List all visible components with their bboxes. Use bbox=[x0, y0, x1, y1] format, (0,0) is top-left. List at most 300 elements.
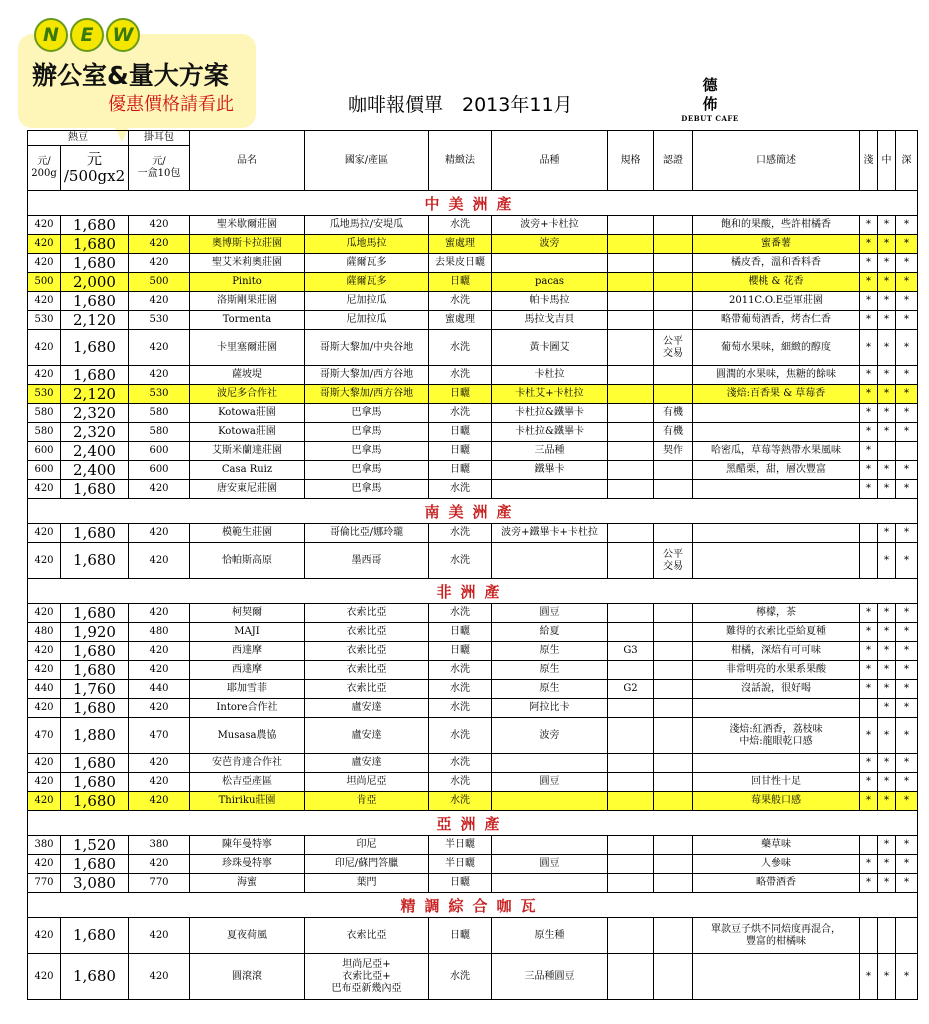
table-row bbox=[28, 754, 918, 773]
cell-dark: * bbox=[896, 292, 918, 311]
header-medium: 中 bbox=[878, 131, 896, 191]
cell-flavor: 沒話說，很好喝 bbox=[693, 680, 860, 699]
cell-name: 西達摩 bbox=[190, 642, 305, 661]
cell-origin: 印尼/蘇門答臘 bbox=[305, 855, 429, 874]
cell-medium: * bbox=[878, 773, 896, 792]
cell-variety bbox=[492, 836, 608, 855]
cell-light: * bbox=[860, 311, 878, 330]
cell-cert bbox=[654, 754, 693, 773]
cell-flavor: 淺焙:百香果 & 草莓香 bbox=[693, 385, 860, 404]
cell-grade: G3 bbox=[608, 642, 654, 661]
cell-price-500g: 1,680 bbox=[61, 524, 129, 543]
cell-price-500g: 1,680 bbox=[61, 254, 129, 273]
cell-flavor: 難得的衣索比亞給夏種 bbox=[693, 623, 860, 642]
cell-light: * bbox=[860, 661, 878, 680]
cell-process: 水洗 bbox=[429, 292, 492, 311]
cell-grade bbox=[608, 855, 654, 874]
cell-price-200g: 420 bbox=[28, 235, 61, 254]
cell-origin: 盧安達 bbox=[305, 754, 429, 773]
brand-line1: 德 bbox=[702, 76, 718, 94]
cell-flavor: 柑橘，深焙有可可味 bbox=[693, 642, 860, 661]
cell-grade bbox=[608, 254, 654, 273]
cell-grade bbox=[608, 524, 654, 543]
cell-origin: 哥斯大黎加/西方谷地 bbox=[305, 366, 429, 385]
cell-price-200g: 420 bbox=[28, 524, 61, 543]
cell-price-500g: 1,680 bbox=[61, 330, 129, 366]
cell-medium: * bbox=[878, 680, 896, 699]
section-header bbox=[28, 893, 918, 918]
cell-price-500g: 1,680 bbox=[61, 773, 129, 792]
cell-light bbox=[860, 543, 878, 579]
table-row bbox=[28, 524, 918, 543]
cell-flavor bbox=[693, 480, 860, 499]
cell-cert bbox=[654, 311, 693, 330]
cell-dark: * bbox=[896, 754, 918, 773]
table-row bbox=[28, 874, 918, 893]
cell-price-drip: 380 bbox=[129, 836, 190, 855]
cell-light: * bbox=[860, 254, 878, 273]
cell-price-200g: 770 bbox=[28, 874, 61, 893]
cell-price-500g: 1,680 bbox=[61, 754, 129, 773]
cell-cert bbox=[654, 918, 693, 954]
cell-price-drip: 420 bbox=[129, 254, 190, 273]
cell-process: 去果皮日曬 bbox=[429, 254, 492, 273]
cell-variety: 卡杜拉 bbox=[492, 366, 608, 385]
cell-dark: * bbox=[896, 311, 918, 330]
cell-dark: * bbox=[896, 718, 918, 754]
header-beans: 熱豆 bbox=[28, 131, 129, 146]
cell-origin: 巴拿馬 bbox=[305, 442, 429, 461]
cell-flavor: 略帶酒香 bbox=[693, 874, 860, 893]
cell-variety: 原生種 bbox=[492, 918, 608, 954]
cell-light: * bbox=[860, 216, 878, 235]
cell-medium: * bbox=[878, 480, 896, 499]
cell-medium: * bbox=[878, 836, 896, 855]
cell-price-drip: 420 bbox=[129, 642, 190, 661]
header-variety: 品種 bbox=[492, 131, 608, 191]
cell-flavor bbox=[693, 524, 860, 543]
cell-light: * bbox=[860, 366, 878, 385]
cell-variety: 圓豆 bbox=[492, 773, 608, 792]
cell-grade bbox=[608, 235, 654, 254]
cell-price-200g: 420 bbox=[28, 216, 61, 235]
cell-medium: * bbox=[878, 292, 896, 311]
cell-name: Thiriku莊園 bbox=[190, 792, 305, 811]
cell-name: 安芭肯達合作社 bbox=[190, 754, 305, 773]
cell-price-drip: 770 bbox=[129, 874, 190, 893]
cell-name: Pinito bbox=[190, 273, 305, 292]
cell-origin: 瓜地馬拉 bbox=[305, 235, 429, 254]
cell-light: * bbox=[860, 855, 878, 874]
cell-variety: 黃卡圖艾 bbox=[492, 330, 608, 366]
header-light: 淺 bbox=[860, 131, 878, 191]
cell-dark: * bbox=[896, 661, 918, 680]
cell-grade bbox=[608, 311, 654, 330]
cell-variety bbox=[492, 792, 608, 811]
cell-origin: 坦尚尼亞 bbox=[305, 773, 429, 792]
cell-process: 日曬 bbox=[429, 623, 492, 642]
cell-price-drip: 500 bbox=[129, 273, 190, 292]
cell-price-200g: 420 bbox=[28, 543, 61, 579]
section-header bbox=[28, 811, 918, 836]
cell-price-drip: 580 bbox=[129, 423, 190, 442]
cell-price-drip: 420 bbox=[129, 366, 190, 385]
cell-flavor bbox=[693, 423, 860, 442]
cell-dark: * bbox=[896, 699, 918, 718]
cell-light: * bbox=[860, 754, 878, 773]
cell-flavor: 莓果般口感 bbox=[693, 792, 860, 811]
cell-dark: * bbox=[896, 855, 918, 874]
cell-grade bbox=[608, 836, 654, 855]
page-title: 咖啡報價單 2013年11月 bbox=[348, 94, 573, 116]
cell-dark: * bbox=[896, 235, 918, 254]
cell-price-drip: 420 bbox=[129, 292, 190, 311]
cell-price-drip: 600 bbox=[129, 461, 190, 480]
cell-grade bbox=[608, 792, 654, 811]
cell-process: 水洗 bbox=[429, 954, 492, 1000]
cell-name: 珍珠曼特寧 bbox=[190, 855, 305, 874]
cell-origin: 薩爾瓦多 bbox=[305, 273, 429, 292]
cell-price-200g: 380 bbox=[28, 836, 61, 855]
cell-price-500g: 1,680 bbox=[61, 855, 129, 874]
cell-variety: 三品種圓豆 bbox=[492, 954, 608, 1000]
cell-light: * bbox=[860, 461, 878, 480]
cell-price-drip: 470 bbox=[129, 718, 190, 754]
cell-light: * bbox=[860, 773, 878, 792]
cell-light: * bbox=[860, 292, 878, 311]
cell-price-500g: 2,320 bbox=[61, 423, 129, 442]
cell-dark: * bbox=[896, 604, 918, 623]
cell-cert bbox=[654, 773, 693, 792]
cell-cert bbox=[654, 366, 693, 385]
section-title: 精調綜合咖瓦 bbox=[28, 893, 918, 918]
cell-medium: * bbox=[878, 874, 896, 893]
cell-origin: 肯亞 bbox=[305, 792, 429, 811]
cell-flavor: 藥草味 bbox=[693, 836, 860, 855]
cell-cert: 有機 bbox=[654, 404, 693, 423]
header-drip: 掛耳包 bbox=[129, 131, 190, 146]
cell-origin: 哥斯大黎加/西方谷地 bbox=[305, 385, 429, 404]
section-header bbox=[28, 579, 918, 604]
header-name: 品名 bbox=[190, 131, 305, 191]
cell-variety: 卡杜拉&鐵畢卡 bbox=[492, 423, 608, 442]
cell-price-drip: 420 bbox=[129, 330, 190, 366]
cell-price-500g: 2,000 bbox=[61, 273, 129, 292]
table-row bbox=[28, 330, 918, 366]
cell-price-500g: 2,400 bbox=[61, 442, 129, 461]
cell-price-500g: 1,680 bbox=[61, 604, 129, 623]
cell-price-drip: 420 bbox=[129, 524, 190, 543]
new-letter-w: W bbox=[106, 18, 140, 52]
cell-flavor: 非常明亮的水果系果酸 bbox=[693, 661, 860, 680]
cell-variety: 圓豆 bbox=[492, 855, 608, 874]
cell-variety: 波旁 bbox=[492, 718, 608, 754]
cell-origin: 薩爾瓦多 bbox=[305, 254, 429, 273]
cell-name: Kotowa莊園 bbox=[190, 404, 305, 423]
cell-origin: 盧安達 bbox=[305, 718, 429, 754]
cell-light: * bbox=[860, 330, 878, 366]
cell-process: 半日曬 bbox=[429, 836, 492, 855]
cell-variety bbox=[492, 754, 608, 773]
cell-origin: 巴拿馬 bbox=[305, 461, 429, 480]
cell-flavor: 淺焙:紅酒香，荔枝味 中焙:龍眼乾口感 bbox=[693, 718, 860, 754]
cell-name: Kotowa莊園 bbox=[190, 423, 305, 442]
cell-flavor: 葡萄水果味，細緻的醇度 bbox=[693, 330, 860, 366]
cell-grade bbox=[608, 461, 654, 480]
cell-name: 薩坡堤 bbox=[190, 366, 305, 385]
cell-dark: * bbox=[896, 524, 918, 543]
cell-grade bbox=[608, 918, 654, 954]
cell-flavor: 黑醋栗，甜，層次豐富 bbox=[693, 461, 860, 480]
cell-cert bbox=[654, 216, 693, 235]
cell-origin: 衣索比亞 bbox=[305, 680, 429, 699]
cell-price-200g: 600 bbox=[28, 442, 61, 461]
cell-price-500g: 1,680 bbox=[61, 366, 129, 385]
cell-medium: * bbox=[878, 524, 896, 543]
cell-medium: * bbox=[878, 273, 896, 292]
cell-grade bbox=[608, 292, 654, 311]
cell-cert: 契作 bbox=[654, 442, 693, 461]
cell-origin: 巴拿馬 bbox=[305, 423, 429, 442]
cell-medium bbox=[878, 442, 896, 461]
cell-cert bbox=[654, 623, 693, 642]
table-row bbox=[28, 792, 918, 811]
cell-price-500g: 2,120 bbox=[61, 311, 129, 330]
header-origin: 國家/產區 bbox=[305, 131, 429, 191]
cell-cert bbox=[654, 292, 693, 311]
cell-price-500g: 1,520 bbox=[61, 836, 129, 855]
new-letter-e: E bbox=[70, 18, 104, 52]
cell-variety: 原生 bbox=[492, 661, 608, 680]
cell-process: 日曬 bbox=[429, 874, 492, 893]
cell-process: 水洗 bbox=[429, 699, 492, 718]
table-row bbox=[28, 718, 918, 754]
cell-name: MAJI bbox=[190, 623, 305, 642]
cell-flavor: 略帶葡萄酒香，烤杏仁香 bbox=[693, 311, 860, 330]
cell-variety: 阿拉比卡 bbox=[492, 699, 608, 718]
promo-title: 辦公室&量大方案 bbox=[32, 61, 229, 90]
cell-price-drip: 420 bbox=[129, 792, 190, 811]
cell-origin: 衣索比亞 bbox=[305, 604, 429, 623]
cell-process: 水洗 bbox=[429, 330, 492, 366]
cell-grade bbox=[608, 442, 654, 461]
cell-flavor bbox=[693, 404, 860, 423]
cell-process: 水洗 bbox=[429, 524, 492, 543]
cell-dark: * bbox=[896, 773, 918, 792]
brand-english: DEBUT CAFE bbox=[681, 114, 739, 123]
cell-light bbox=[860, 836, 878, 855]
cell-price-500g: 1,920 bbox=[61, 623, 129, 642]
table-row bbox=[28, 423, 918, 442]
cell-price-drip: 600 bbox=[129, 442, 190, 461]
price-table bbox=[27, 130, 918, 1000]
cell-cert bbox=[654, 604, 693, 623]
table-row bbox=[28, 680, 918, 699]
cell-flavor: 2011C.O.E亞軍莊園 bbox=[693, 292, 860, 311]
cell-price-drip: 420 bbox=[129, 235, 190, 254]
cell-dark: * bbox=[896, 330, 918, 366]
cell-process: 水洗 bbox=[429, 792, 492, 811]
cell-medium bbox=[878, 918, 896, 954]
cell-name: Intore合作社 bbox=[190, 699, 305, 718]
cell-process: 半日曬 bbox=[429, 855, 492, 874]
cell-name: 模範生莊園 bbox=[190, 524, 305, 543]
header-price-drip: 元/ 一盒10包 bbox=[129, 146, 190, 191]
cell-medium: * bbox=[878, 423, 896, 442]
table-row bbox=[28, 773, 918, 792]
cell-medium: * bbox=[878, 330, 896, 366]
cell-cert bbox=[654, 699, 693, 718]
cell-price-500g: 1,680 bbox=[61, 543, 129, 579]
cell-medium: * bbox=[878, 718, 896, 754]
cell-name: 圓滾滾 bbox=[190, 954, 305, 1000]
cell-grade bbox=[608, 754, 654, 773]
cell-flavor bbox=[693, 543, 860, 579]
cell-origin: 衣索比亞 bbox=[305, 623, 429, 642]
cell-cert bbox=[654, 385, 693, 404]
cell-cert bbox=[654, 718, 693, 754]
section-title: 南美洲產 bbox=[28, 499, 918, 524]
header-cert: 認證 bbox=[654, 131, 693, 191]
cell-cert bbox=[654, 661, 693, 680]
cell-dark: * bbox=[896, 792, 918, 811]
brand-line2: 佈 bbox=[702, 95, 718, 113]
cell-price-500g: 2,120 bbox=[61, 385, 129, 404]
cell-variety: 鐵畢卡 bbox=[492, 461, 608, 480]
cell-medium: * bbox=[878, 699, 896, 718]
cell-price-drip: 420 bbox=[129, 954, 190, 1000]
table-row bbox=[28, 311, 918, 330]
cell-dark: * bbox=[896, 385, 918, 404]
cell-medium: * bbox=[878, 642, 896, 661]
header-process: 精緻法 bbox=[429, 131, 492, 191]
cell-price-200g: 530 bbox=[28, 311, 61, 330]
cell-dark: * bbox=[896, 543, 918, 579]
promo-badge[interactable] bbox=[12, 18, 252, 130]
cell-process: 蜜處理 bbox=[429, 311, 492, 330]
cell-process: 日曬 bbox=[429, 442, 492, 461]
cell-flavor bbox=[693, 699, 860, 718]
cell-medium: * bbox=[878, 792, 896, 811]
section-title: 非洲產 bbox=[28, 579, 918, 604]
cell-grade bbox=[608, 604, 654, 623]
cell-price-500g: 2,320 bbox=[61, 404, 129, 423]
cell-variety: 原生 bbox=[492, 680, 608, 699]
cell-light bbox=[860, 699, 878, 718]
cell-grade bbox=[608, 699, 654, 718]
cell-light: * bbox=[860, 235, 878, 254]
cell-price-drip: 530 bbox=[129, 385, 190, 404]
cell-origin: 衣索比亞 bbox=[305, 661, 429, 680]
new-letter-n: N bbox=[34, 18, 68, 52]
cell-grade bbox=[608, 661, 654, 680]
cell-price-200g: 420 bbox=[28, 918, 61, 954]
cell-origin: 巴拿馬 bbox=[305, 480, 429, 499]
cell-price-200g: 580 bbox=[28, 423, 61, 442]
promo-subtitle[interactable]: 優惠價格請看此 bbox=[108, 94, 234, 115]
table-row bbox=[28, 699, 918, 718]
cell-light bbox=[860, 918, 878, 954]
cell-cert bbox=[654, 461, 693, 480]
cell-light: * bbox=[860, 442, 878, 461]
cell-variety: 波旁 bbox=[492, 235, 608, 254]
brand-logo bbox=[680, 76, 740, 123]
cell-variety: 波旁+鐵畢卡+卡杜拉 bbox=[492, 524, 608, 543]
cell-process: 水洗 bbox=[429, 661, 492, 680]
cell-flavor: 人參味 bbox=[693, 855, 860, 874]
cell-process: 日曬 bbox=[429, 642, 492, 661]
cell-name: 耶加雪菲 bbox=[190, 680, 305, 699]
cell-name: 夏夜荷風 bbox=[190, 918, 305, 954]
header-price-500g: 元 /500gx2 bbox=[61, 146, 129, 191]
cell-price-500g: 1,680 bbox=[61, 480, 129, 499]
table-row bbox=[28, 235, 918, 254]
header-dark: 深 bbox=[896, 131, 918, 191]
header-price-200g: 元/ 200g bbox=[28, 146, 61, 191]
cell-price-drip: 530 bbox=[129, 311, 190, 330]
cell-origin: 印尼 bbox=[305, 836, 429, 855]
cell-variety: 卡杜拉&鐵畢卡 bbox=[492, 404, 608, 423]
cell-light: * bbox=[860, 642, 878, 661]
cell-medium: * bbox=[878, 216, 896, 235]
table-row bbox=[28, 385, 918, 404]
cell-grade bbox=[608, 718, 654, 754]
cell-origin: 墨西哥 bbox=[305, 543, 429, 579]
header-flavor: 口感簡述 bbox=[693, 131, 860, 191]
cell-name: 唐安東尼莊園 bbox=[190, 480, 305, 499]
cell-medium: * bbox=[878, 754, 896, 773]
cell-medium: * bbox=[878, 623, 896, 642]
cell-origin: 尼加拉瓜 bbox=[305, 311, 429, 330]
cell-dark: * bbox=[896, 642, 918, 661]
cell-price-500g: 1,760 bbox=[61, 680, 129, 699]
cell-dark: * bbox=[896, 461, 918, 480]
cell-cert bbox=[654, 874, 693, 893]
cell-price-500g: 1,680 bbox=[61, 699, 129, 718]
cell-price-drip: 420 bbox=[129, 480, 190, 499]
cell-flavor: 櫻桃 & 花香 bbox=[693, 273, 860, 292]
cell-price-drip: 580 bbox=[129, 404, 190, 423]
cell-grade bbox=[608, 543, 654, 579]
cell-grade: G2 bbox=[608, 680, 654, 699]
cell-price-200g: 420 bbox=[28, 330, 61, 366]
cell-grade bbox=[608, 385, 654, 404]
cell-dark: * bbox=[896, 216, 918, 235]
cell-name: 聖米歇爾莊園 bbox=[190, 216, 305, 235]
cell-name: 海蜜 bbox=[190, 874, 305, 893]
cell-variety: 給夏 bbox=[492, 623, 608, 642]
table-row bbox=[28, 461, 918, 480]
cell-price-500g: 3,080 bbox=[61, 874, 129, 893]
table-row bbox=[28, 442, 918, 461]
cell-variety bbox=[492, 480, 608, 499]
cell-dark: * bbox=[896, 954, 918, 1000]
cell-price-200g: 420 bbox=[28, 604, 61, 623]
cell-medium: * bbox=[878, 254, 896, 273]
table-row bbox=[28, 623, 918, 642]
cell-flavor: 蜜番薯 bbox=[693, 235, 860, 254]
header-row-group bbox=[28, 131, 918, 146]
table-row bbox=[28, 254, 918, 273]
table-row bbox=[28, 480, 918, 499]
cell-dark: * bbox=[896, 273, 918, 292]
cell-price-200g: 420 bbox=[28, 254, 61, 273]
cell-dark: * bbox=[896, 423, 918, 442]
cell-light: * bbox=[860, 874, 878, 893]
cell-price-drip: 420 bbox=[129, 661, 190, 680]
cell-price-500g: 1,680 bbox=[61, 918, 129, 954]
section-title: 亞洲產 bbox=[28, 811, 918, 836]
